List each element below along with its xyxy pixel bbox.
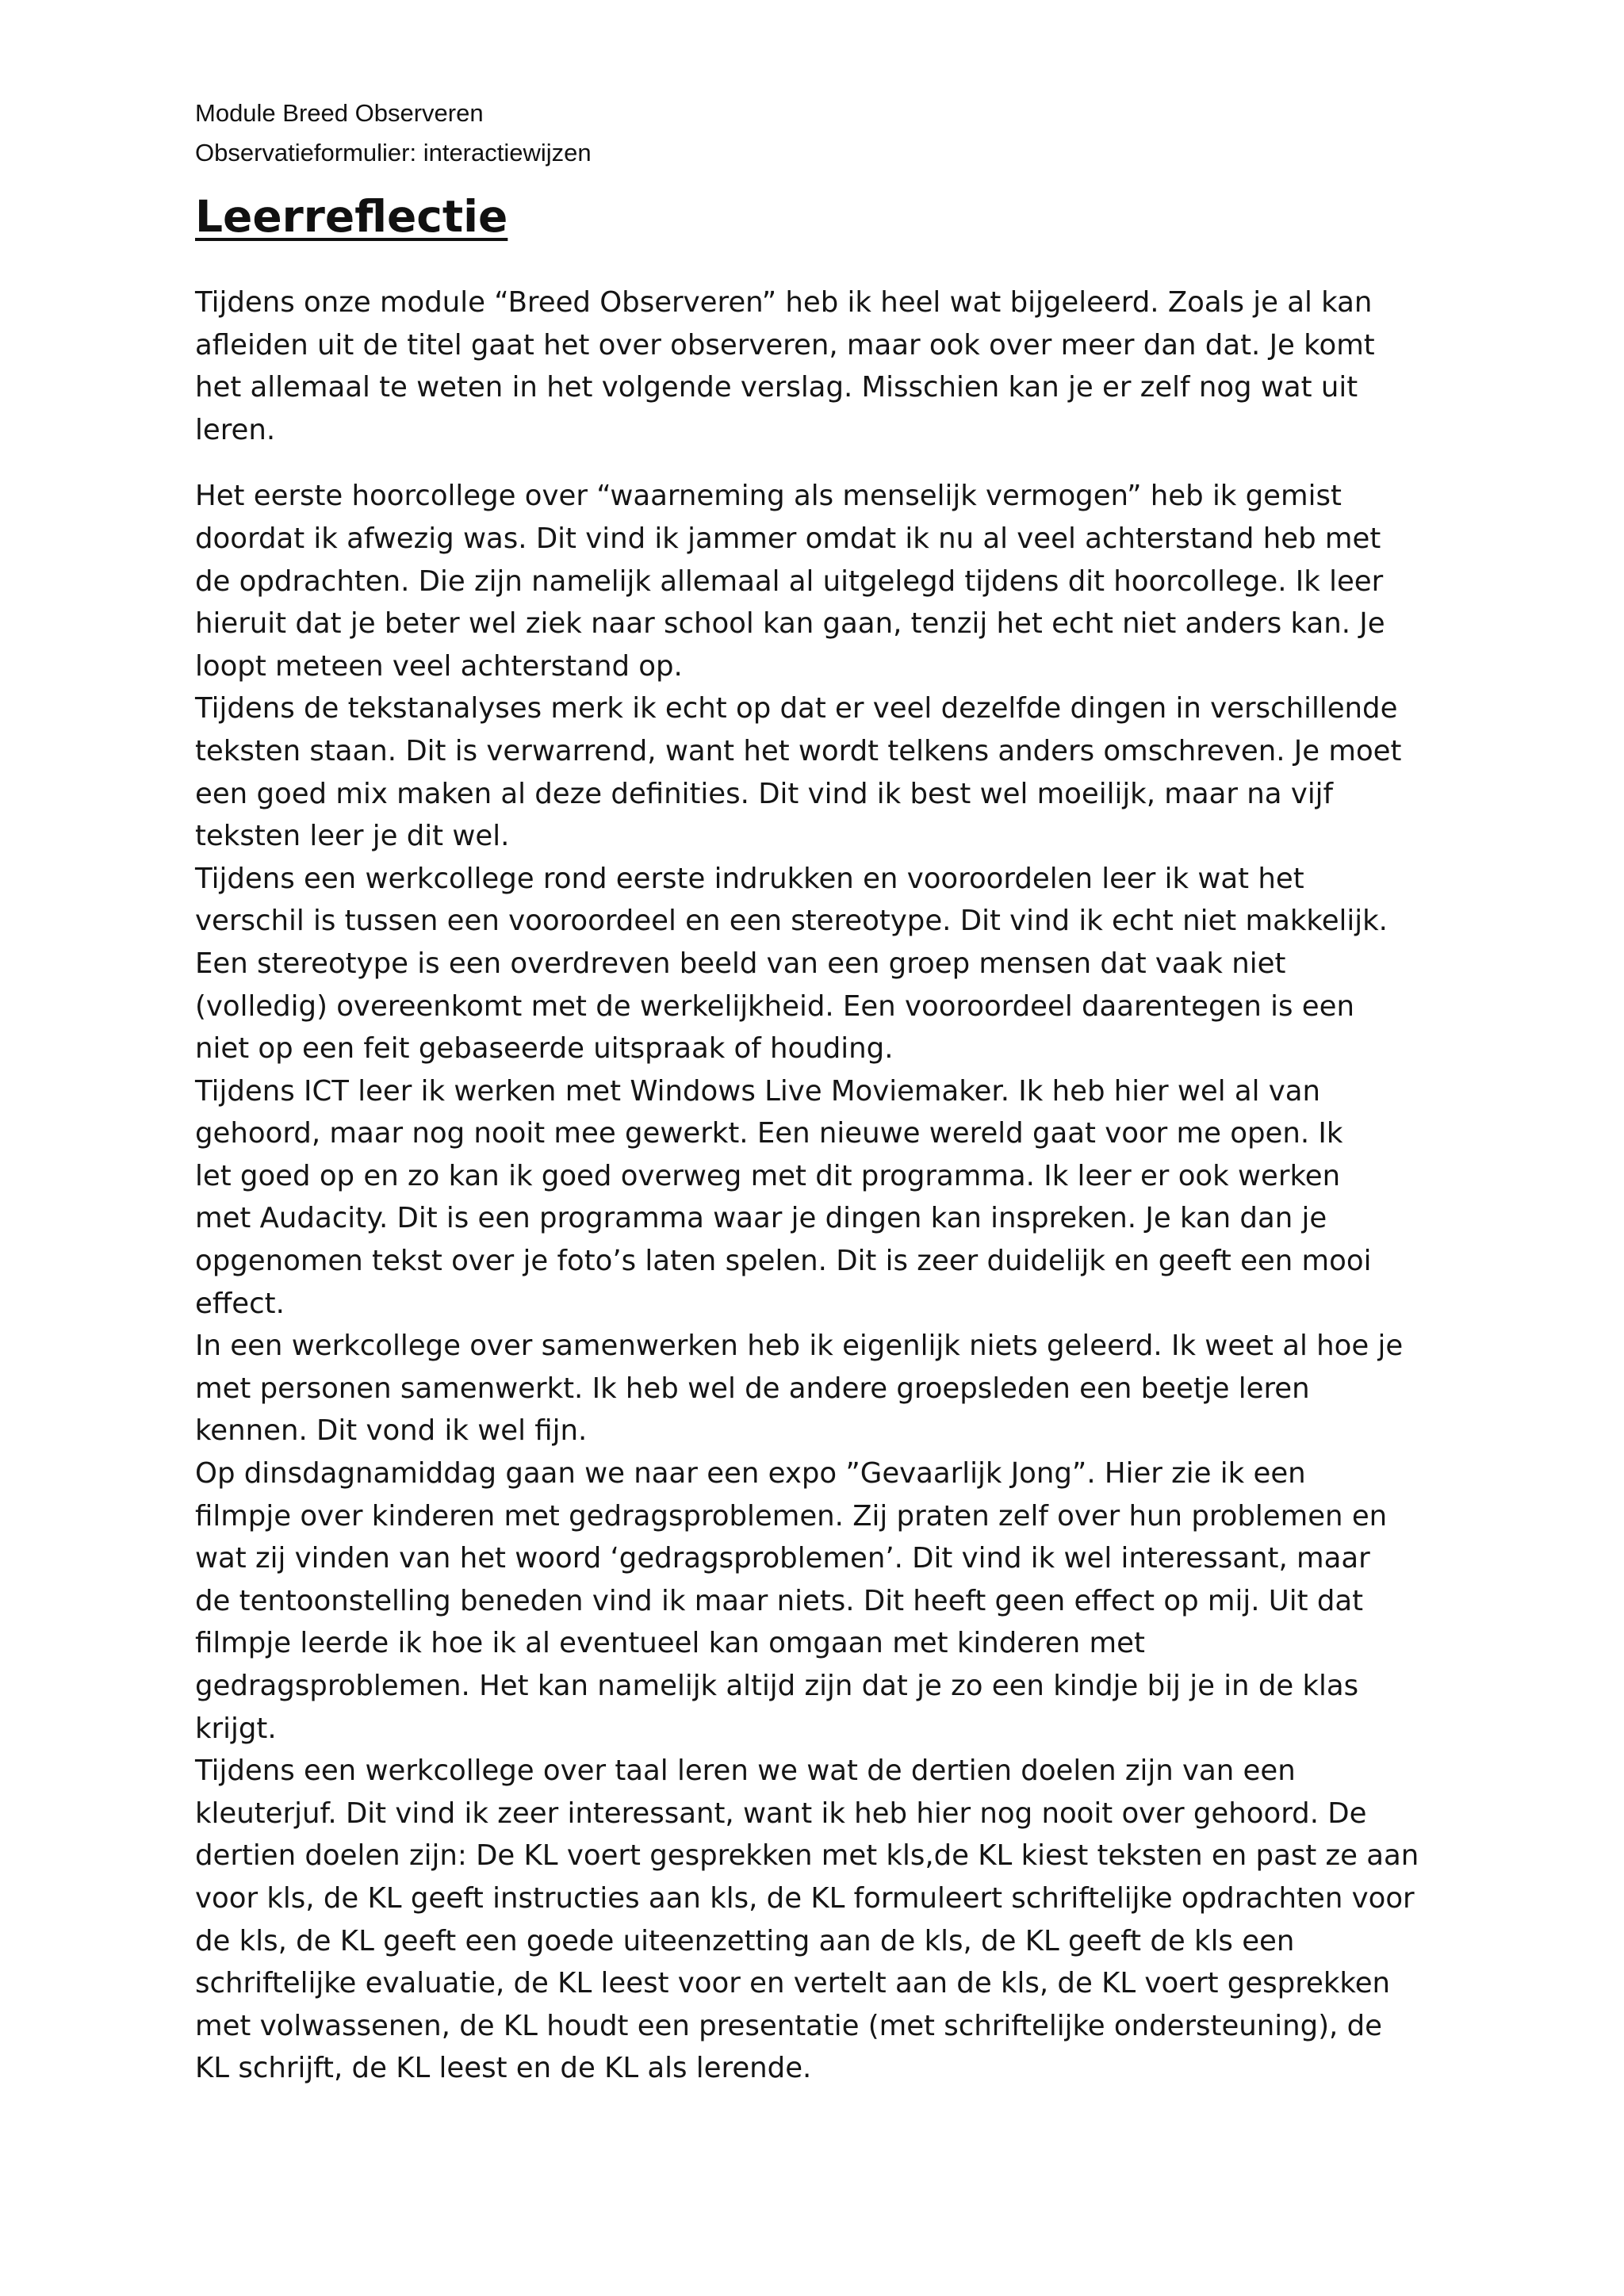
header-module-name: Module Breed Observeren — [195, 99, 484, 127]
document-header — [195, 94, 592, 173]
paragraph-vooroordelen: Tijdens een werkcollege rond eerste indrukken en vooroordelen leer ik wat het verschil is tussen een vooroordeel en een stereotype. Dit vind ik echt niet makkelijk. Een stereotype is een overdreven beeld van een groep mensen dat vaak niet (volledig) overeenkomt met de werkelijkheid. Een vooroordeel daarentegen is een niet op een feit gebaseerde uitspraak of houding. — [195, 862, 1388, 1066]
paragraph-tekstanalyses: Tijdens de tekstanalyses merk ik echt op dat er veel dezelfde dingen in verschillende teksten staan. Dit is verwarrend, want het wordt telkens anders omschreven. Je moet een goed mix maken al deze definities. Dit vind ik best wel moeilijk, maar na vijf teksten leer je dit wel. — [195, 692, 1402, 853]
header-form-name: Observatieformulier: interactiewijzen — [195, 139, 592, 166]
document-title: Leerreflectie — [195, 191, 508, 242]
paragraph-samenwerken: In een werkcollege over samenwerken heb ik eigenlijk niets geleerd. Ik weet al hoe je met personen samenwerkt. Ik heb wel de andere groepsleden een beetje leren kennen. Dit vond ik wel fijn. — [195, 1330, 1404, 1448]
paragraph-intro: Tijdens onze module “Breed Observeren” heb ik heel wat bijgeleerd. Zoals je al kan afleiden uit de titel gaat het over observeren, maar ook over meer dan dat. Je komt het allemaal te weten in het volgende verslag. Misschien kan je er zelf nog wat uit leren. — [195, 286, 1375, 446]
document-body — [195, 281, 1456, 2090]
paragraph-taal: Tijdens een werkcollege over taal leren we wat de dertien doelen zijn van een kleuterjuf. Dit vind ik zeer interessant, want ik heb hier nog nooit over gehoord. De dertien doelen zijn: De KL voert gesprekken met kls,de KL kiest teksten en past ze aan voor kls, de KL geeft instructies aan kls, de KL formuleert schriftelijke opdrachten voor de kls, de KL geeft een goede uiteenzetting aan de kls, de KL geeft de kls een schriftelijke evaluatie, de KL leest voor en vertelt aan de kls, de KL voert gesprekken met volwassenen, de KL houdt een presentatie (met schriftelijke ondersteuning), de KL schrijft, de KL leest en de KL als lerende. — [195, 1755, 1419, 2085]
paragraph-ict: Tijdens ICT leer ik werken met Windows Live Moviemaker. Ik heb hier wel al van gehoord, maar nog nooit mee gewerkt. Een nieuwe wereld gaat voor me open. Ik let goed op en zo kan ik goed overweg met dit programma. Ik leer er ook werken met Audacity. Dit is een programma waar je dingen kan inspreken. Je kan dan je opgenomen tekst over je foto’s laten spelen. Dit is zeer duidelijk en geeft een mooi effect. — [195, 1074, 1372, 1320]
paragraph-expo: Op dinsdagnamiddag gaan we naar een expo ”Gevaarlijk Jong”. Hier zie ik een filmpje over kinderen met gedragsproblemen. Zij praten zelf over hun problemen en wat zij vinden van het woord ‘gedragsproblemen’. Dit vind ik wel interessant, maar de tentoonstelling beneden vind ik maar niets. Dit heeft geen effect op mij. Uit dat filmpje leerde ik hoe ik al eventueel kan omgaan met kinderen met gedragsproblemen. Het kan namelijk altijd zijn dat je zo een kindje bij je in de klas krijgt. — [195, 1457, 1388, 1745]
paragraph-hoorcollege: Het eerste hoorcollege over “waarneming als menselijk vermogen” heb ik gemist doordat ik afwezig was. Dit vind ik jammer omdat ik nu al veel achterstand heb met de opdrachten. Die zijn namelijk allemaal al uitgelegd tijdens dit hoorcollege. Ik leer hieruit dat je beter wel ziek naar school kan gaan, tenzij het echt niet anders kan. Je loopt meteen veel achterstand op. — [195, 480, 1385, 683]
